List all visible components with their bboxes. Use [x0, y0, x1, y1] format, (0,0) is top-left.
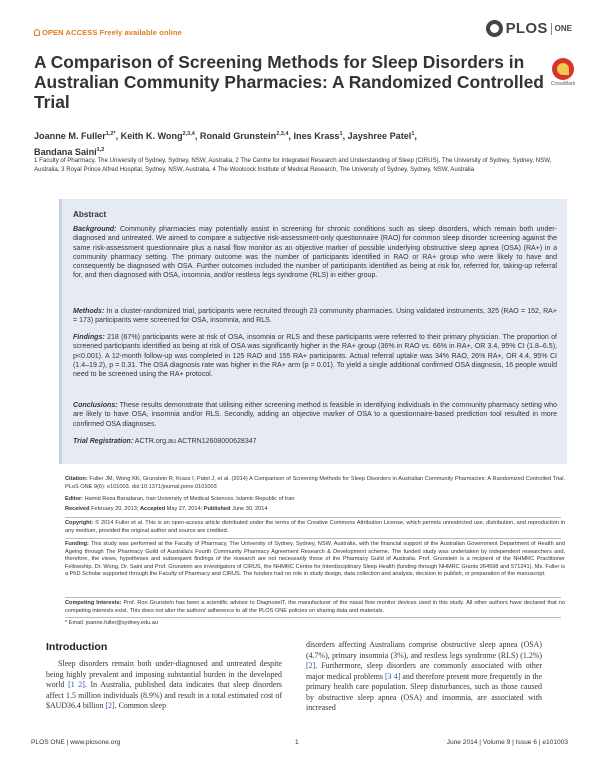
affiliation: 1 Faculty of Pharmacy, The University of Sydney, Sydney, NSW, Australia,	[34, 157, 234, 164]
access-word: ACCESS	[65, 28, 98, 37]
abstract-methods: Methods: In a cluster-randomized trial, participants were recruited through 23 community pharmacies. Using validated instruments, 325 (RAO = 152, RA+ = 173) participants were screened for OSA, insomnia, and RLS.	[73, 308, 557, 325]
crossmark-badge[interactable]	[549, 58, 577, 87]
article-title: A Comparison of Screening Methods for Sleep Disorders in Australian Community Pharmacies: A Randomized Controlled Trial	[34, 52, 544, 112]
one-wordmark: ONE	[554, 24, 572, 33]
citation-link[interactable]: [2]	[105, 701, 115, 710]
registration-link[interactable]: ACTR.org.au ACTRN12608000628347	[134, 438, 257, 445]
citation-link[interactable]: [1 2]	[68, 680, 85, 689]
abstract-background: Background: Community pharmacies may potentially assist in screening for chronic conditions such as sleep disorders, which remain both under-diagnosed and untreated. We aimed to compare a subjective risk-assessment-only questionnaire (RAO) for common sleep disorder screening against the same risk-assessment questionnaire plus a nasal flow monitor as an objective marker of possible underlying obstructive sleep apnea (OSA) (RA+) in a community pharmacy setting. The primary outcome was the number of participants identified in RAO or RA+ group who were likely to have and consequently be diagnosed with OSA. Further outcomes included the number of participants identified as being at risk for, referred for, taking-up referral for, and then diagnosed with OSA, insomnia, and/or restless legs syndrome (RLS) in either group.	[73, 226, 557, 280]
affiliation: 2 The Centre for Integrated Research and Understanding of Sleep (CIRUS), The University of Sydney, Sydney, NSW, Australia,	[34, 157, 552, 173]
freely-available-text: Freely available online	[99, 28, 182, 37]
footer-issue: June 2014 | Volume 9 | Issue 6 | e101003	[446, 739, 568, 746]
author: Bandana Saini$^{1,2}$	[34, 147, 105, 158]
crossmark-icon	[552, 58, 574, 80]
footer-journal: PLOS ONE | www.plosone.org	[31, 739, 121, 746]
crossmark-label: CrossMark	[550, 81, 576, 87]
open-word: OPEN	[42, 28, 64, 37]
open-lock-icon	[34, 29, 40, 36]
abstract-heading: Abstract	[73, 210, 107, 219]
citation-link[interactable]: [3 4]	[385, 671, 401, 681]
body-column-right: disorders affecting Australians comprise obstructive sleep apnea (OSA) (4.7%), primary insomnia (3%), and restless legs syndrome (RLS) (1.2%) [2]. Furthermore, sleep disorders are commonly associated with other major medical problems [3 4] and therefore present more frequently in the primary health care population. Sleep disturbances, such as those caused by obstructive sleep apnea (OSA) and insomnia, are associated with increased	[306, 640, 542, 712]
abstract-findings: Findings: 218 (67%) participants were at risk of OSA, insomnia or RLS and these participants were referred to their primary physician. The proportion of screened participants identified as being at risk of OSA was significantly higher in the RA+ group (36% in RAO vs. 66% in RA+, OR 3.4, 95% CI (1.8–6.5), p<0.001). A 12-month follow-up was completed in 125 RAO and 155 RA+ participants. Actual referral uptake was 34% RAO, 26% RA+, OR 4.4, 95% CI (1.4–19.2), p = 0.31. The OSA diagnosis rate was higher in the RA+ arm (p = 0.01). To yield a single additional confirmed OSA diagnosis, 16 people would need to be screened using the RA+ protocol.	[73, 334, 557, 379]
author: Ines Krass$^1$	[293, 131, 343, 142]
plos-one-logo	[486, 20, 572, 37]
author: Jayshree Patel$^1$	[347, 131, 415, 142]
open-access-banner	[34, 28, 182, 37]
logo-divider	[551, 23, 552, 35]
plos-logo-icon	[486, 20, 503, 37]
meta-divider	[65, 597, 561, 598]
affiliations	[34, 157, 570, 174]
plos-wordmark: PLOS	[505, 20, 548, 37]
corresponding-email[interactable]: * Email: joanne.fuller@sydney.edu.au	[65, 620, 158, 626]
author: Joanne M. Fuller$^{1,2*}$	[34, 131, 116, 142]
author-list: Joanne M. Fuller$^{1,2*}$, Keith K. Wong$^{2,3,4}$, Ronald Grunstein$^{2,3,4}$, Ines Krass$^1$, Jayshree Patel$^1$, Bandana Saini$^{1,2}$	[34, 131, 417, 158]
page-number: 1	[295, 739, 299, 746]
editor: Editor: Hamid Reza Baradaran, Iran University of Medical Sciences, Islamic Republic of Iran	[65, 496, 295, 502]
abstract-registration: Trial Registration: ACTR.org.au ACTRN12608000628347	[73, 438, 257, 445]
body-column-left: Sleep disorders remain both under-diagnosed and untreated despite being highly prevalent and imposing substantial burden in the developed world [1 2]. In Australia, published data indicates that sleep disorders affect 1.5 million individuals (8.9%) and result in a total estimated cost of $AUD36.4 billion [2]. Common sleep	[46, 659, 282, 710]
citation: Citation: Fuller JM, Wong KK, Grunstein R, Krass I, Patel J, et al. (2014) A Comparison of Screening Methods for Sleep Disorders in Australian Community Pharmacies: A Randomized Controlled Trial. PLoS ONE 9(6): e101003. doi:10.1371/journal.pone.0101003	[65, 476, 565, 490]
introduction-heading: Introduction	[46, 641, 108, 653]
meta-divider	[65, 517, 561, 518]
meta-divider	[65, 617, 561, 618]
affiliation: 4 The Woolcock Institute of Medical Research, The University of Sydney, Sydney, NSW, Australia	[212, 165, 475, 173]
meta-divider	[65, 538, 561, 539]
author: Keith K. Wong$^{2,3,4}$	[120, 131, 195, 142]
dates: Received February 20, 2013; Accepted May 27, 2014; Published June 30, 2014	[65, 506, 268, 512]
author: Ronald Grunstein$^{2,3,4}$	[199, 131, 289, 142]
citation-link[interactable]: [2]	[306, 661, 316, 670]
funding: Funding: This study was performed at the Faculty of Pharmacy, The University of Sydney, Sydney, NSW, Australia, with the financial support of the Australian Government Department of Health and Ageing through The Pharmacy Guild of Australia's Fourth Community Pharmacy Agreement Research & Development scheme. The funded study was undertaken by independent researchers and, therefore, the views, hypotheses and subsequent findings of the research are not necessarily those of the Pharmacy Guild of Australia. Prof. Grunstein is a recipient of the NHMRC Practitioner Fellowship. Dr. Wong, Dr. Saini and Prof. Grunstein are investigators of CIRUS, the NHMRC Centre for Interdisciplinary Sleep Health (funding through NHMRC Grants 264598 and 571241). Ms. Fuller is a PhD Scholar supported through the Faculty of Pharmacy and CIRUS. The funders had no role in study design, data collection and analysis, decision to publish, or preparation of the manuscript.	[65, 541, 566, 578]
copyright: Copyright: © 2014 Fuller et al. This is an open-access article distributed under the terms of the Creative Commons Attribution License, which permits unrestricted use, distribution, and reproduction in any medium, provided the original author and source are credited.	[65, 520, 565, 534]
abstract-conclusions: Conclusions: These results demonstrate that utilising either screening method is feasible in identifying individuals in the community pharmacy setting who are likely to have OSA, insomnia and/or RLS. Secondly, adding an objective marker of OSA to a questionnaire-based prediction tool resulted in more confirmed OSA diagnoses.	[73, 402, 557, 428]
affiliation: 3 Royal Prince Alfred Hospital, Sydney, NSW, Australia,	[61, 165, 211, 173]
competing-interests: Competing Interests: Prof. Ron Grunstein has been a scientific advisor to DiagnoseIT, the manufacturer of the nasal flow monitor devices used in this study. All other authors have declared that no competing interests exist. This does not alter the authors' adherence to all the PLOS ONE policies on sharing data and materials.	[65, 600, 565, 614]
